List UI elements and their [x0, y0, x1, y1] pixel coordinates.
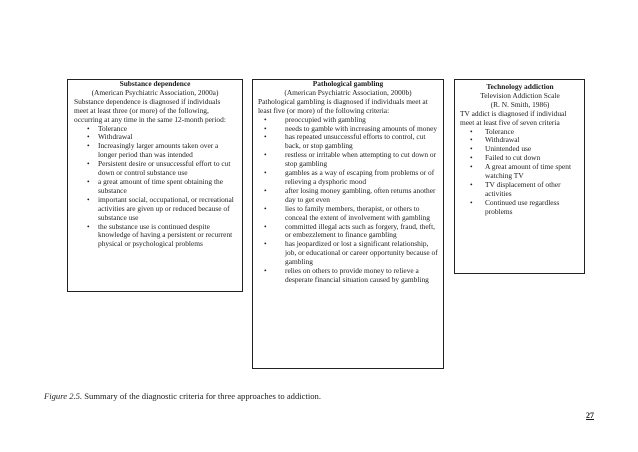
criteria-item: [470, 199, 580, 217]
criteria-text: has jeopardized or lost a significant relationship, job, or educational or career opportunity because of gambling: [285, 239, 438, 267]
box-subtitle: Television Addiction Scale: [480, 90, 560, 100]
criteria-text: has repeated unsuccessful efforts to control, cut back, or stop gambling: [285, 132, 426, 151]
criteria-item: [264, 187, 438, 205]
criteria-item: [87, 196, 236, 223]
criteria-item: [264, 223, 438, 241]
criteria-item: [264, 205, 438, 223]
criteria-text: Withdrawal: [98, 132, 133, 142]
bullet-icon: •: [87, 176, 90, 186]
criteria-text: committed illegal acts such as forgery, fraud, theft, or embezzlement to finance gambling: [285, 221, 436, 240]
bullet-icon: •: [470, 144, 473, 154]
criteria-text: restless or irritable when attempting to cut down or stop gambling: [285, 150, 437, 169]
criteria-item: [470, 181, 580, 199]
bullet-icon: •: [470, 153, 473, 163]
bullet-icon: •: [264, 150, 267, 160]
criteria-text: a great amount of time spent obtaining the substance: [98, 176, 223, 195]
caption-text: Summary of the diagnostic criteria for three approaches to addiction.: [82, 391, 321, 401]
box-citation: (American Psychiatric Association, 2000b): [284, 87, 412, 97]
criteria-text: A great amount of time spent watching TV: [485, 162, 571, 181]
bullet-icon: •: [264, 221, 267, 231]
criteria-text: after losing money gambling, often returns another day to get even: [285, 185, 436, 204]
criteria-text: needs to gamble with increasing amounts of money: [285, 123, 438, 133]
criteria-text: Tolerance: [485, 126, 515, 136]
criteria-item: [264, 169, 438, 187]
criteria-list: [258, 116, 438, 285]
criteria-item: [264, 267, 438, 285]
bullet-icon: •: [264, 132, 267, 142]
criteria-text: Increasingly larger amounts taken over a longer period than was intended: [98, 141, 219, 160]
box-title: Substance dependence: [119, 79, 191, 88]
bullet-icon: •: [470, 179, 473, 189]
substance-dependence-box: [67, 79, 243, 292]
criteria-text: relies on others to provide money to relieve a desperate financial situation caused by gambling: [285, 266, 429, 284]
criteria-text: gambles as a way of escaping from problems or of relieving a dysphoric mood: [285, 168, 435, 186]
bullet-icon: •: [470, 126, 473, 136]
criteria-item: [264, 151, 438, 169]
box-intro: TV addict is diagnosed if individual meet at least five of seven criteria: [460, 108, 567, 127]
criteria-text: preoccupied with gambling: [285, 114, 366, 124]
box-title: Pathological gambling: [312, 79, 384, 88]
bullet-icon: •: [87, 194, 90, 204]
bullet-icon: •: [264, 185, 267, 195]
bullet-icon: •: [87, 141, 90, 151]
bullet-icon: •: [470, 162, 473, 172]
criteria-text: important social, occupational, or recreational activities are given up or reduced because of substance use: [98, 194, 234, 222]
criteria-text: Continued use regardless problems: [485, 197, 560, 216]
bullet-icon: •: [264, 114, 267, 124]
criteria-text: Unintended use: [485, 144, 532, 154]
bullet-icon: •: [87, 159, 90, 169]
criteria-item: [87, 142, 236, 160]
bullet-icon: •: [264, 203, 267, 213]
bullet-icon: •: [87, 132, 90, 142]
box-citation: (R. N. Smith, 1986): [490, 99, 550, 109]
criteria-item: [87, 178, 236, 196]
bullet-icon: •: [470, 135, 473, 145]
bullet-icon: •: [87, 123, 90, 133]
bullet-icon: •: [87, 221, 90, 231]
criteria-text: Failed to cut down: [485, 153, 541, 163]
criteria-text: lies to family members, therapist, or others to conceal the extent of involvement with gambling: [285, 203, 430, 222]
box-intro: Pathological gambling is diagnosed if individuals meet at least five (or more) of the following criteria:: [258, 96, 428, 115]
criteria-item: [87, 160, 236, 178]
box-citation: (American Psychiatric Association, 2000a): [91, 87, 219, 97]
box-title: Technology addiction: [486, 82, 554, 91]
figure-label: Figure 2.5.: [44, 391, 83, 401]
criteria-text: TV displacement of other activities: [485, 179, 561, 198]
bullet-icon: •: [264, 266, 267, 276]
figure-caption: [44, 391, 321, 401]
criteria-text: Withdrawal: [485, 135, 520, 145]
criteria-item: [264, 133, 438, 151]
page-number: 27: [586, 411, 594, 420]
bullet-icon: •: [470, 197, 473, 207]
pathological-gambling-box: [252, 79, 444, 369]
box-intro: Substance dependence is diagnosed if individuals meet at least three (or more) of the following, occurring at any time in the same 12-month period:: [74, 96, 226, 124]
technology-addiction-box: [454, 79, 585, 274]
criteria-item: [264, 240, 438, 267]
criteria-text: Persistent desire or unsuccessful effort to cut down or control substance use: [98, 159, 231, 178]
criteria-item: [87, 223, 236, 250]
criteria-item: [470, 163, 580, 181]
bullet-icon: •: [264, 239, 267, 249]
criteria-text: the substance use is continued despite knowledge of having a persistent or recurrent physical or psychological problems: [98, 221, 233, 249]
bullet-icon: •: [264, 123, 267, 133]
criteria-list: [460, 128, 580, 217]
criteria-text: Tolerance: [98, 123, 128, 133]
criteria-list: [74, 125, 236, 250]
bullet-icon: •: [264, 168, 267, 178]
